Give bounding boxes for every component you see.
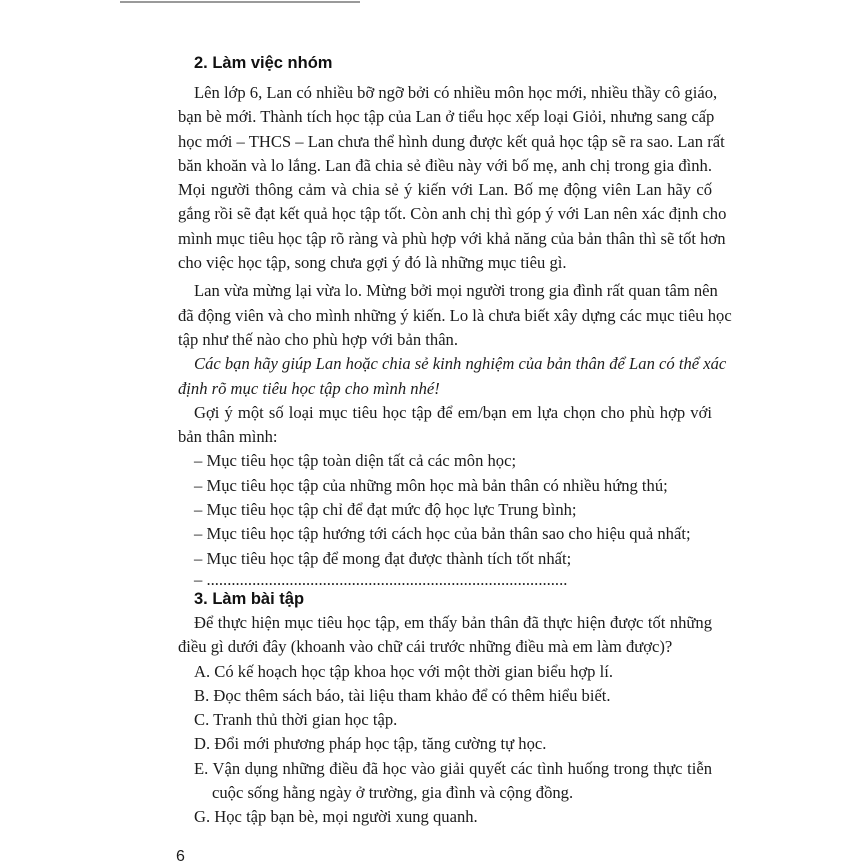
options-list (178, 660, 712, 830)
text-line: Lan vừa mừng lại vừa lo. Mừng bởi mọi người trong gia đình rất quan tâm nên (194, 281, 718, 301)
page-number: 6 (176, 848, 185, 865)
text-line: Các bạn hãy giúp Lan hoặc chia sẻ kinh nghiệm của bản thân để Lan có thể xác (194, 354, 727, 374)
section-2-paragraph-1 (178, 81, 727, 275)
section-3-intro (178, 611, 712, 660)
text-line: bản thân mình: (178, 427, 278, 447)
option-b: B. Đọc thêm sách báo, tài liệu tham khảo để có thêm hiểu biết. (194, 685, 611, 705)
section-2-paragraph-2 (178, 279, 732, 352)
text-line: băn khoăn và lo lắng. Lan đã chia sẻ điều này với bố mẹ, anh chị trong gia đình. (178, 155, 712, 175)
text-line: học mới – THCS – Lan chưa thể hình dung được kết quả học tập sẽ ra sao. Lan rất (178, 131, 725, 151)
italic-prompt (178, 352, 727, 401)
list-item: – Mục tiêu học tập toàn diện tất cả các môn học; (194, 451, 517, 471)
option-e-continued: cuộc sống hằng ngày ở trường, gia đình và cộng đồng. (212, 783, 574, 803)
list-item: – Mục tiêu học tập của những môn học mà bản thân có nhiều hứng thú; (194, 475, 668, 495)
list-item-blank: – ....................................................................................... (194, 569, 568, 589)
option-a: A. Có kế hoạch học tập khoa học với một thời gian biểu hợp lí. (194, 661, 613, 681)
text-line: Để thực hiện mục tiêu học tập, em thấy bản thân đã thực hiện được tốt những (194, 612, 712, 632)
text-line: định rõ mục tiêu học tập cho mình nhé! (178, 378, 440, 398)
option-d: D. Đổi mới phương pháp học tập, tăng cường tự học. (194, 734, 547, 754)
text-line: Mọi người thông cảm và chia sẻ ý kiến với Lan. Bố mẹ động viên Lan hãy cố (178, 180, 712, 200)
text-line: tập như thế nào cho phù hợp với bản thân. (178, 329, 459, 349)
text-line: gắng rồi sẽ đạt kết quả học tập tốt. Còn anh chị thì góp ý với Lan nên xác định cho (178, 204, 727, 224)
option-g: G. Học tập bạn bè, mọi người xung quanh. (194, 807, 478, 827)
text-line: điều gì dưới đây (khoanh vào chữ cái trước những điều mà em làm được)? (178, 637, 673, 657)
section-2-heading: 2. Làm việc nhóm (194, 54, 333, 72)
option-e: E. Vận dụng những điều đã học vào giải quyết các tình huống trong thực tiễn (194, 758, 712, 778)
text-line: cho việc học tập, song chưa gợi ý đó là những mục tiêu gì. (178, 253, 567, 273)
text-line: đã động viên và cho mình những ý kiến. Lo là chưa biết xây dựng các mục tiêu học (178, 305, 732, 325)
suggestion-paragraph (178, 401, 712, 450)
option-c: C. Tranh thủ thời gian học tập. (194, 710, 398, 730)
section-3-heading: 3. Làm bài tập (194, 589, 305, 608)
text-line: bạn bè mới. Thành tích học tập của Lan ở tiểu học xếp loại Giỏi, nhưng sang cấp (178, 107, 715, 127)
text-line: mình mục tiêu học tập rõ ràng và phù hợp với khả năng của bản thân thì sẽ tốt hơn (178, 228, 726, 248)
goal-list (178, 449, 712, 588)
list-item: – Mục tiêu học tập để mong đạt được thành tích tốt nhất; (194, 548, 572, 568)
top-rule (120, 1, 360, 3)
text-line: Gợi ý một số loại mục tiêu học tập để em/bạn em lựa chọn cho phù hợp với (194, 402, 712, 422)
list-item: – Mục tiêu học tập hướng tới cách học của bản thân sao cho hiệu quả nhất; (194, 524, 691, 544)
text-line: Lên lớp 6, Lan có nhiều bỡ ngỡ bởi có nhiều môn học mới, nhiều thầy cô giáo, (194, 83, 718, 102)
page-body (178, 53, 732, 830)
list-item: – Mục tiêu học tập chỉ để đạt mức độ học lực Trung bình; (194, 500, 577, 520)
